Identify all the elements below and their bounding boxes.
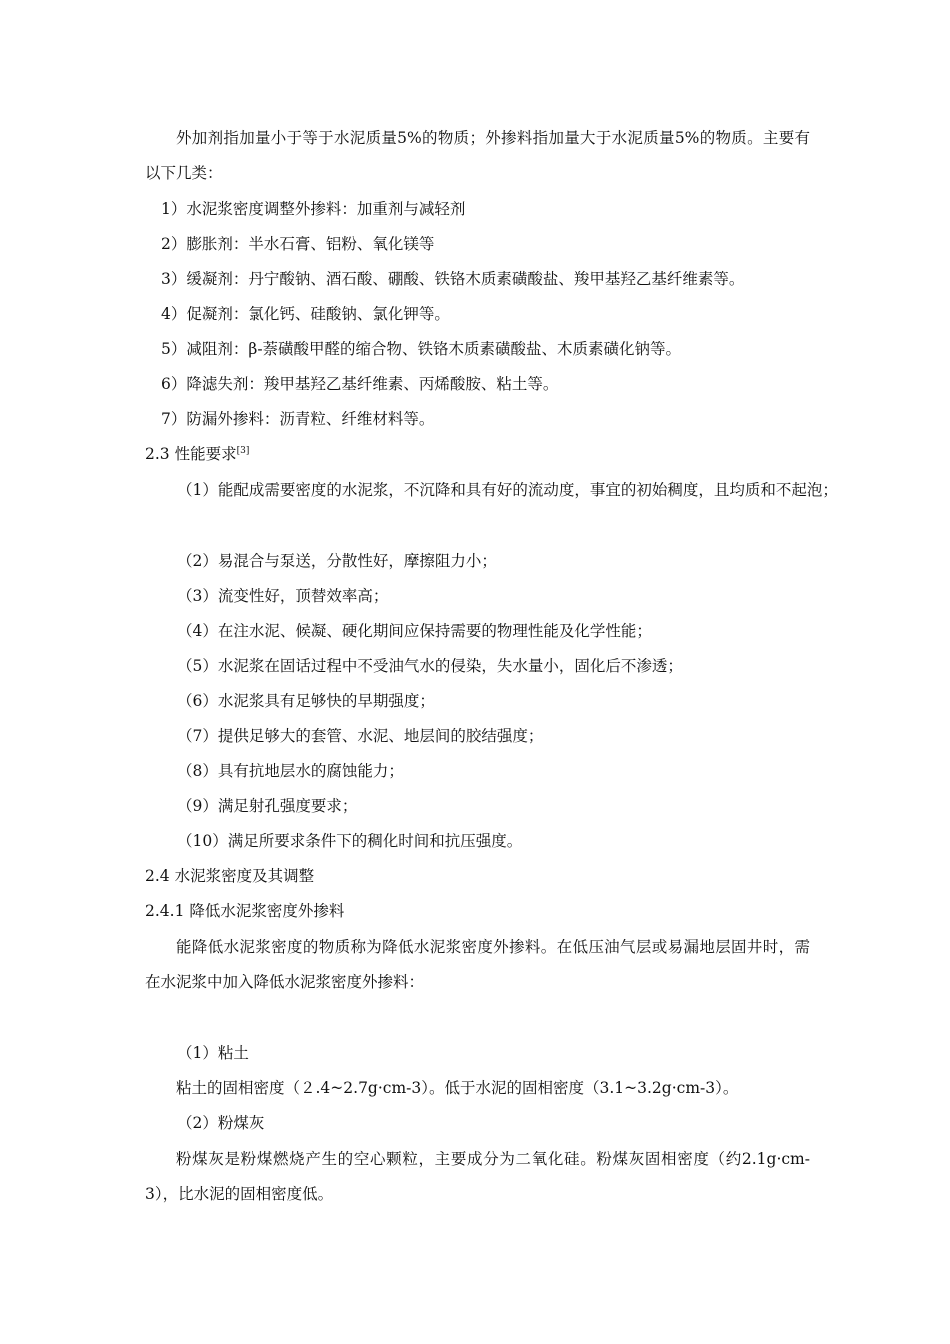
requirement-5: （5）水泥浆在固话过程中不受油气水的侵染，失水量小，固化后不渗透； [177, 657, 683, 675]
type-item-4: 4）促凝剂：氯化钙、硅酸钠、氯化钾等。 [161, 305, 450, 323]
requirement-8: （8）具有抗地层水的腐蚀能力； [177, 762, 404, 780]
type-item-3: 3）缓凝剂：丹宁酸钠、酒石酸、硼酸、铁铬木质素磺酸盐、羧甲基羟乙基纤维素等。 [161, 270, 745, 288]
type-item-7: 7）防漏外掺料：沥青粒、纤维材料等。 [161, 410, 435, 428]
intro-paragraph: 外加剂指加量小于等于水泥质量5%的物质；外掺料指加量大于水泥质量5%的物质。主要有以下几类： [145, 129, 810, 182]
type-item-1: 1）水泥浆密度调整外掺料：加重剂与减轻剂 [161, 200, 466, 218]
flyash-heading: （2）粉煤灰 [177, 1114, 265, 1132]
section-2-4-1-heading: 2.4.1 降低水泥浆密度外掺料 [145, 902, 345, 920]
requirement-7: （7）提供足够大的套管、水泥、地层间的胶结强度； [177, 727, 544, 745]
clay-heading: （1）粘土 [177, 1044, 249, 1062]
requirement-4: （4）在注水泥、候凝、硬化期间应保持需要的物理性能及化学性能； [177, 622, 652, 640]
type-item-5: 5）减阻剂：β-萘磺酸甲醛的缩合物、铁铬木质素磺酸盐、木质素磺化钠等。 [161, 340, 682, 358]
reduce-density-paragraph: 能降低水泥浆密度的物质称为降低水泥浆密度外掺料。在低压油气层或易漏地层固井时，需在水泥浆中加入降低水泥浆密度外掺料： [145, 938, 810, 991]
section-2-3-title: 2.3 性能要求 [145, 445, 237, 463]
requirement-2: （2）易混合与泵送，分散性好，摩擦阻力小； [177, 552, 497, 570]
section-2-3-heading [145, 437, 810, 472]
requirement-6: （6）水泥浆具有足够快的早期强度； [177, 692, 435, 710]
requirement-9: （9）满足射孔强度要求； [177, 797, 358, 815]
citation-ref[interactable]: [3] [236, 446, 250, 456]
clay-text: 粘土的固相密度（２.4~2.7g·cm-3）。低于水泥的固相密度（3.1~3.2g·cm-3）。 [176, 1079, 739, 1097]
requirement-10: （10）满足所要求条件下的稠化时间和抗压强度。 [177, 832, 523, 850]
section-2-4-heading: 2.4 水泥浆密度及其调整 [145, 867, 315, 885]
type-item-6: 6）降滤失剂：羧甲基羟乙基纤维素、丙烯酸胺、粘土等。 [161, 375, 559, 393]
flyash-text: 粉煤灰是粉煤燃烧产生的空心颗粒，主要成分为二氧化硅。粉煤灰固相密度（约2.1g·cm-3），比水泥的固相密度低。 [145, 1150, 810, 1203]
requirement-3: （3）流变性好，顶替效率高； [177, 587, 389, 605]
type-item-2: 2）膨胀剂：半水石膏、铝粉、氧化镁等 [161, 235, 435, 253]
requirement-1: （1）能配成需要密度的水泥浆，不沉降和具有好的流动度，事宜的初始稠度，且均质和不起泡； [177, 481, 838, 499]
